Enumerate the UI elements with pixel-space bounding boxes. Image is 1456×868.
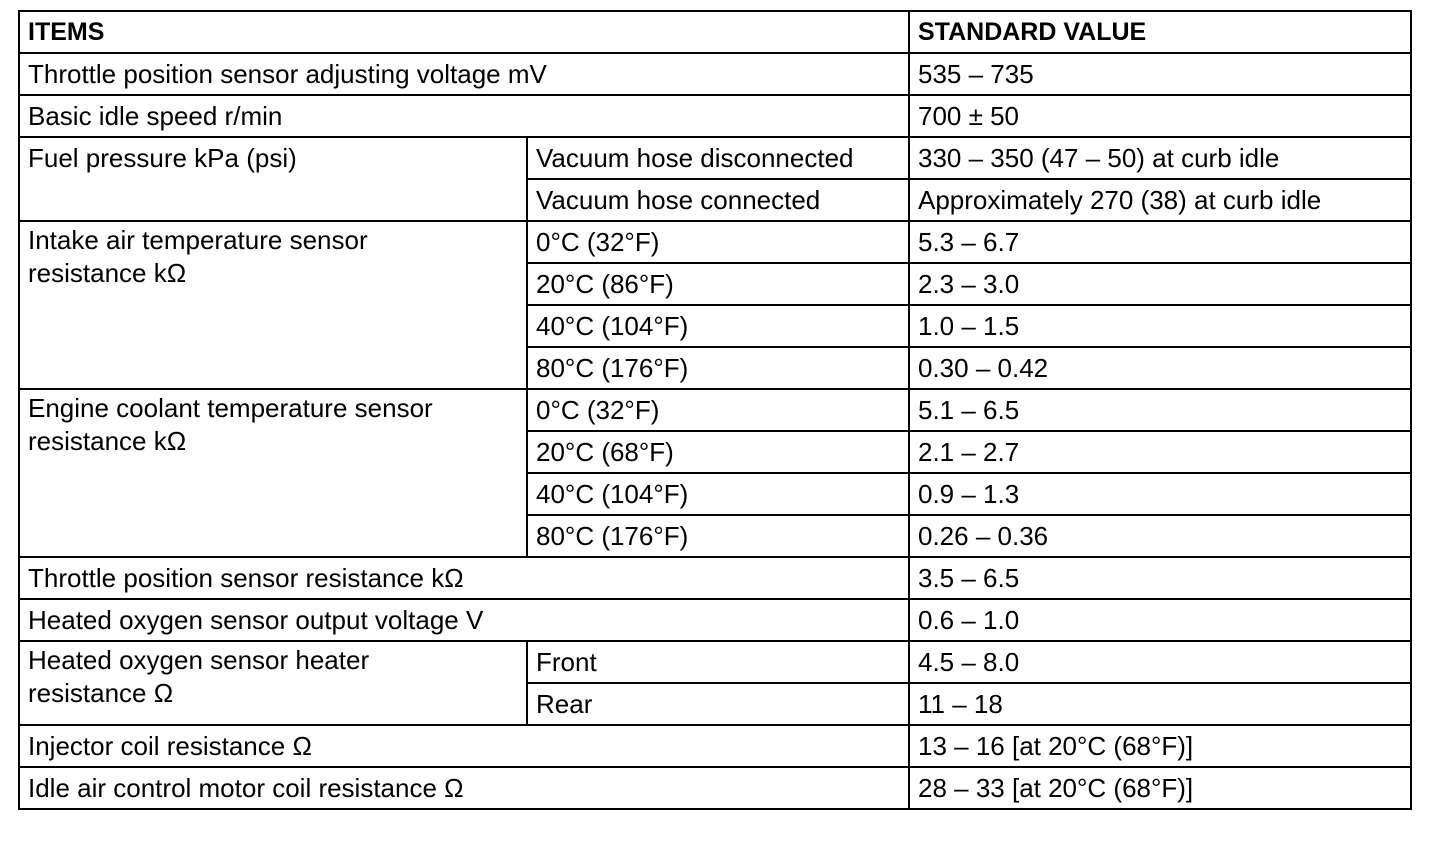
condition-cell: 80°C (176°F) <box>527 347 909 389</box>
table-row <box>19 137 1411 179</box>
table-row <box>19 95 1411 137</box>
condition-cell: 40°C (104°F) <box>527 473 909 515</box>
header-row <box>19 11 1411 53</box>
condition-cell: 40°C (104°F) <box>527 305 909 347</box>
table-row <box>19 557 1411 599</box>
value-cell: 330 – 350 (47 – 50) at curb idle <box>909 137 1411 179</box>
item-cell <box>19 221 527 389</box>
value-cell: 3.5 – 6.5 <box>909 557 1411 599</box>
item-cell: Fuel pressure kPa (psi) <box>19 137 527 221</box>
value-cell: 535 – 735 <box>909 53 1411 95</box>
item-cell: Idle air control motor coil resistance Ω <box>19 767 909 809</box>
condition-cell: Vacuum hose connected <box>527 179 909 221</box>
item-cell: Heated oxygen sensor output voltage V <box>19 599 909 641</box>
item-line: Intake air temperature sensor <box>28 225 368 255</box>
item-line: resistance kΩ <box>28 426 187 456</box>
table-row <box>19 725 1411 767</box>
value-cell: 0.6 – 1.0 <box>909 599 1411 641</box>
value-cell: 5.3 – 6.7 <box>909 221 1411 263</box>
value-cell: 0.9 – 1.3 <box>909 473 1411 515</box>
table-row <box>19 767 1411 809</box>
value-cell: 13 – 16 [at 20°C (68°F)] <box>909 725 1411 767</box>
value-cell: 2.3 – 3.0 <box>909 263 1411 305</box>
condition-cell: 0°C (32°F) <box>527 221 909 263</box>
item-line: resistance kΩ <box>28 258 187 288</box>
item-cell: Throttle position sensor adjusting voltage mV <box>19 53 909 95</box>
item-cell: Throttle position sensor resistance kΩ <box>19 557 909 599</box>
items-header: ITEMS <box>19 11 909 53</box>
value-cell: 0.26 – 0.36 <box>909 515 1411 557</box>
value-cell: 28 – 33 [at 20°C (68°F)] <box>909 767 1411 809</box>
condition-cell: 0°C (32°F) <box>527 389 909 431</box>
value-cell: 0.30 – 0.42 <box>909 347 1411 389</box>
table-row <box>19 599 1411 641</box>
value-cell: Approximately 270 (38) at curb idle <box>909 179 1411 221</box>
value-cell: 11 – 18 <box>909 683 1411 725</box>
value-cell: 4.5 – 8.0 <box>909 641 1411 683</box>
condition-cell: 80°C (176°F) <box>527 515 909 557</box>
item-line: Engine coolant temperature sensor <box>28 393 433 423</box>
condition-cell: Front <box>527 641 909 683</box>
item-line: resistance Ω <box>28 678 174 708</box>
value-cell: 1.0 – 1.5 <box>909 305 1411 347</box>
standard-value-header: STANDARD VALUE <box>909 11 1411 53</box>
value-cell: 2.1 – 2.7 <box>909 431 1411 473</box>
table-row <box>19 389 1411 431</box>
item-cell <box>19 389 527 557</box>
table-row <box>19 641 1411 683</box>
table-row <box>19 53 1411 95</box>
condition-cell: Rear <box>527 683 909 725</box>
item-cell <box>19 641 527 725</box>
item-line: Heated oxygen sensor heater <box>28 645 370 675</box>
table-row <box>19 221 1411 263</box>
value-cell: 700 ± 50 <box>909 95 1411 137</box>
condition-cell: 20°C (86°F) <box>527 263 909 305</box>
item-cell: Basic idle speed r/min <box>19 95 909 137</box>
condition-cell: 20°C (68°F) <box>527 431 909 473</box>
specifications-table <box>18 10 1412 810</box>
item-cell: Injector coil resistance Ω <box>19 725 909 767</box>
value-cell: 5.1 – 6.5 <box>909 389 1411 431</box>
condition-cell: Vacuum hose disconnected <box>527 137 909 179</box>
